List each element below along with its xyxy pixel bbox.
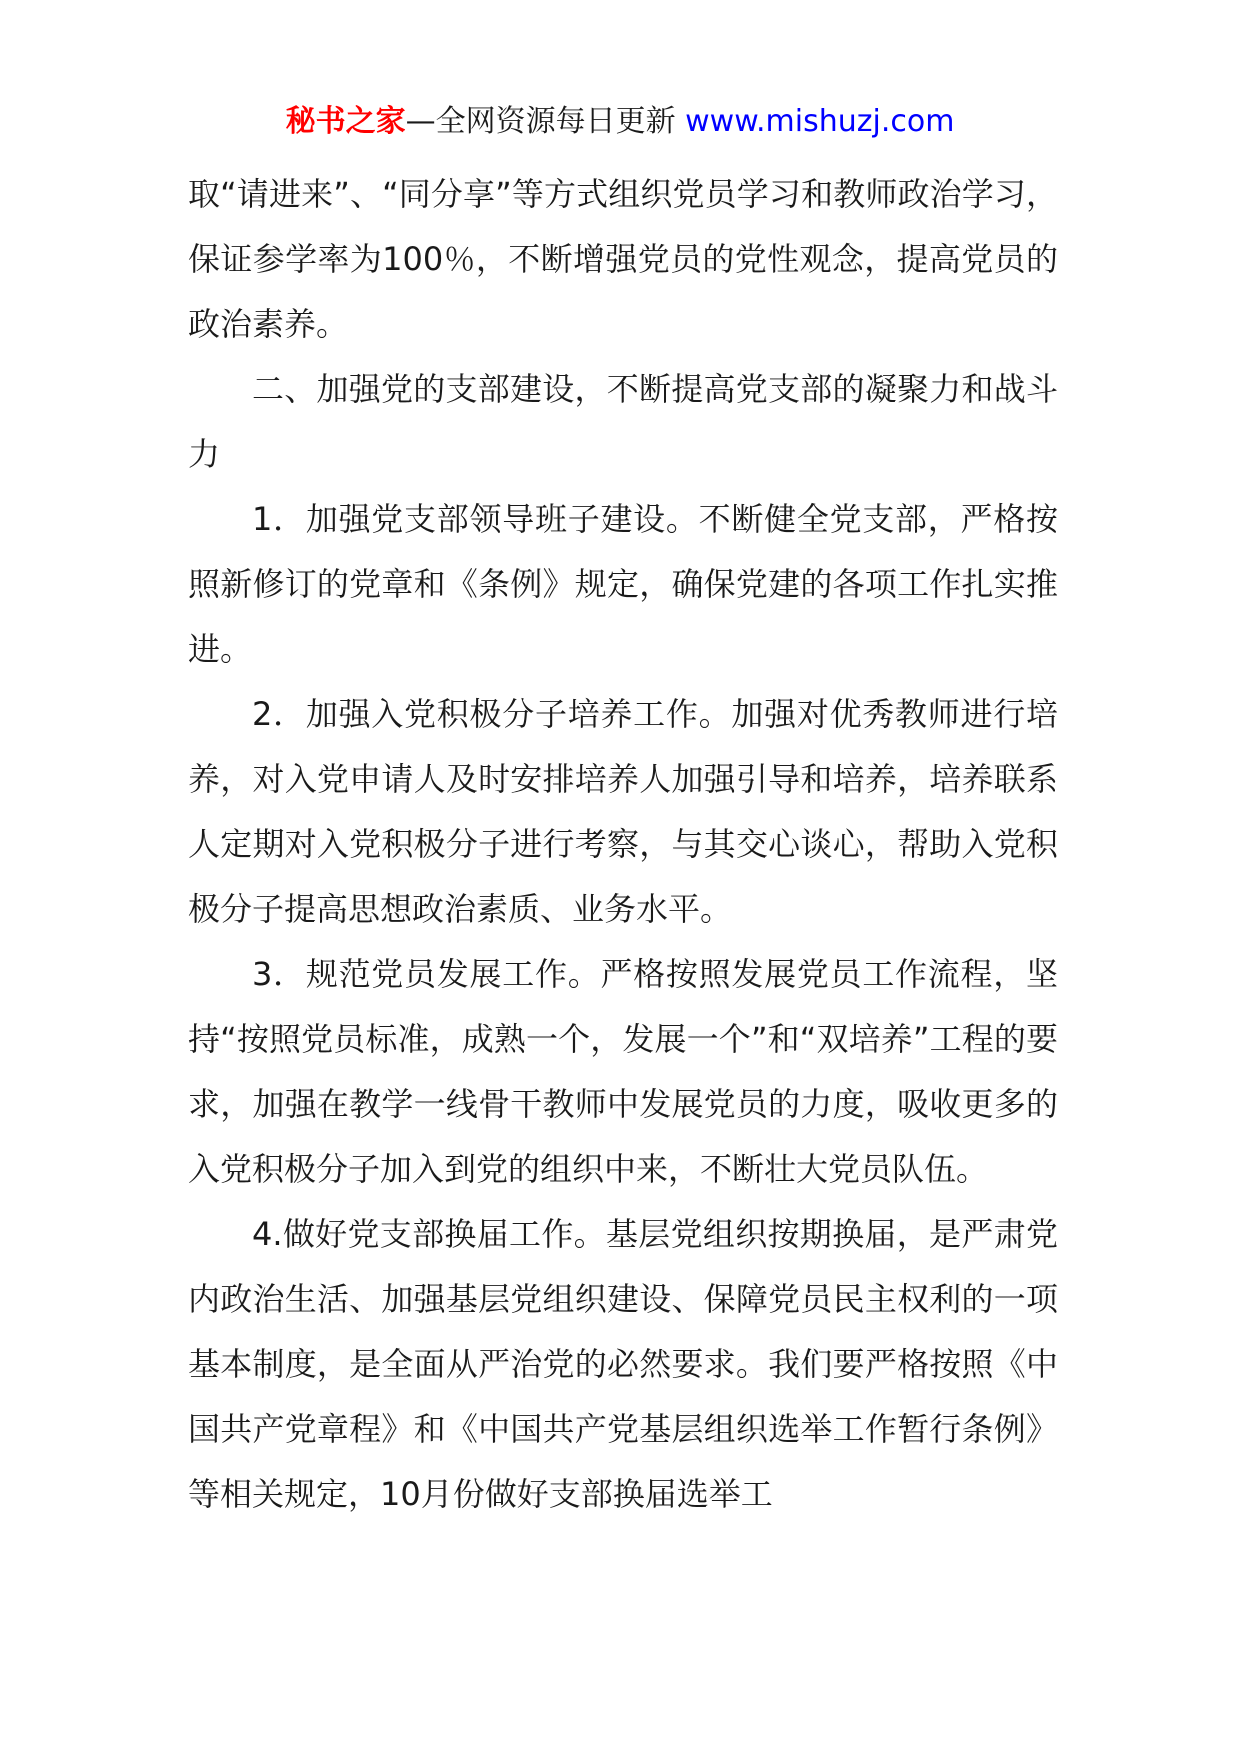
site-url-link[interactable]: www.mishuzj.com — [685, 104, 955, 139]
paragraph-item-4: 4.做好党支部换届工作。基层党组织按期换届，是严肃党内政治生活、加强基层党组织建设、保障党员民主权利的一项基本制度，是全面从严治党的必然要求。我们要严格按照《中国共产党章程》和《中国共产党基层组织选举工作暂行条例》等相关规定，10月份做好支部换届选举工 — [188, 1215, 1058, 1513]
paragraph-item-1: 1．加强党支部领导班子建设。不断健全党支部，严格按照新修订的党章和《条例》规定，确保党建的各项工作扎实推进。 — [188, 500, 1058, 668]
page-header — [0, 102, 1240, 142]
header-tagline: —全网资源每日更新 — [405, 104, 686, 139]
paragraph-item-3: 3．规范党员发展工作。严格按照发展党员工作流程，坚持“按照党员标准，成熟一个，发展一个”和“双培养”工程的要求，加强在教学一线骨干教师中发展党员的力度，吸收更多的入党积极分子加入到党的组织中来，不断壮大党员队伍。 — [188, 955, 1058, 1188]
brand-name: 秘书之家 — [285, 104, 406, 139]
document-body — [188, 162, 1058, 1527]
paragraph-continuation: 取“请进来”、“同分享”等方式组织党员学习和教师政治学习，保证参学率为100％，不断增强党员的党性观念，提高党员的政治素养。 — [188, 175, 1058, 343]
paragraph-item-2: 2．加强入党积极分子培养工作。加强对优秀教师进行培养，对入党申请人及时安排培养人加强引导和培养，培养联系人定期对入党积极分子进行考察，与其交心谈心，帮助入党积极分子提高思想政治素质、业务水平。 — [188, 695, 1058, 928]
section-heading: 二、加强党的支部建设，不断提高党支部的凝聚力和战斗力 — [188, 370, 1058, 473]
